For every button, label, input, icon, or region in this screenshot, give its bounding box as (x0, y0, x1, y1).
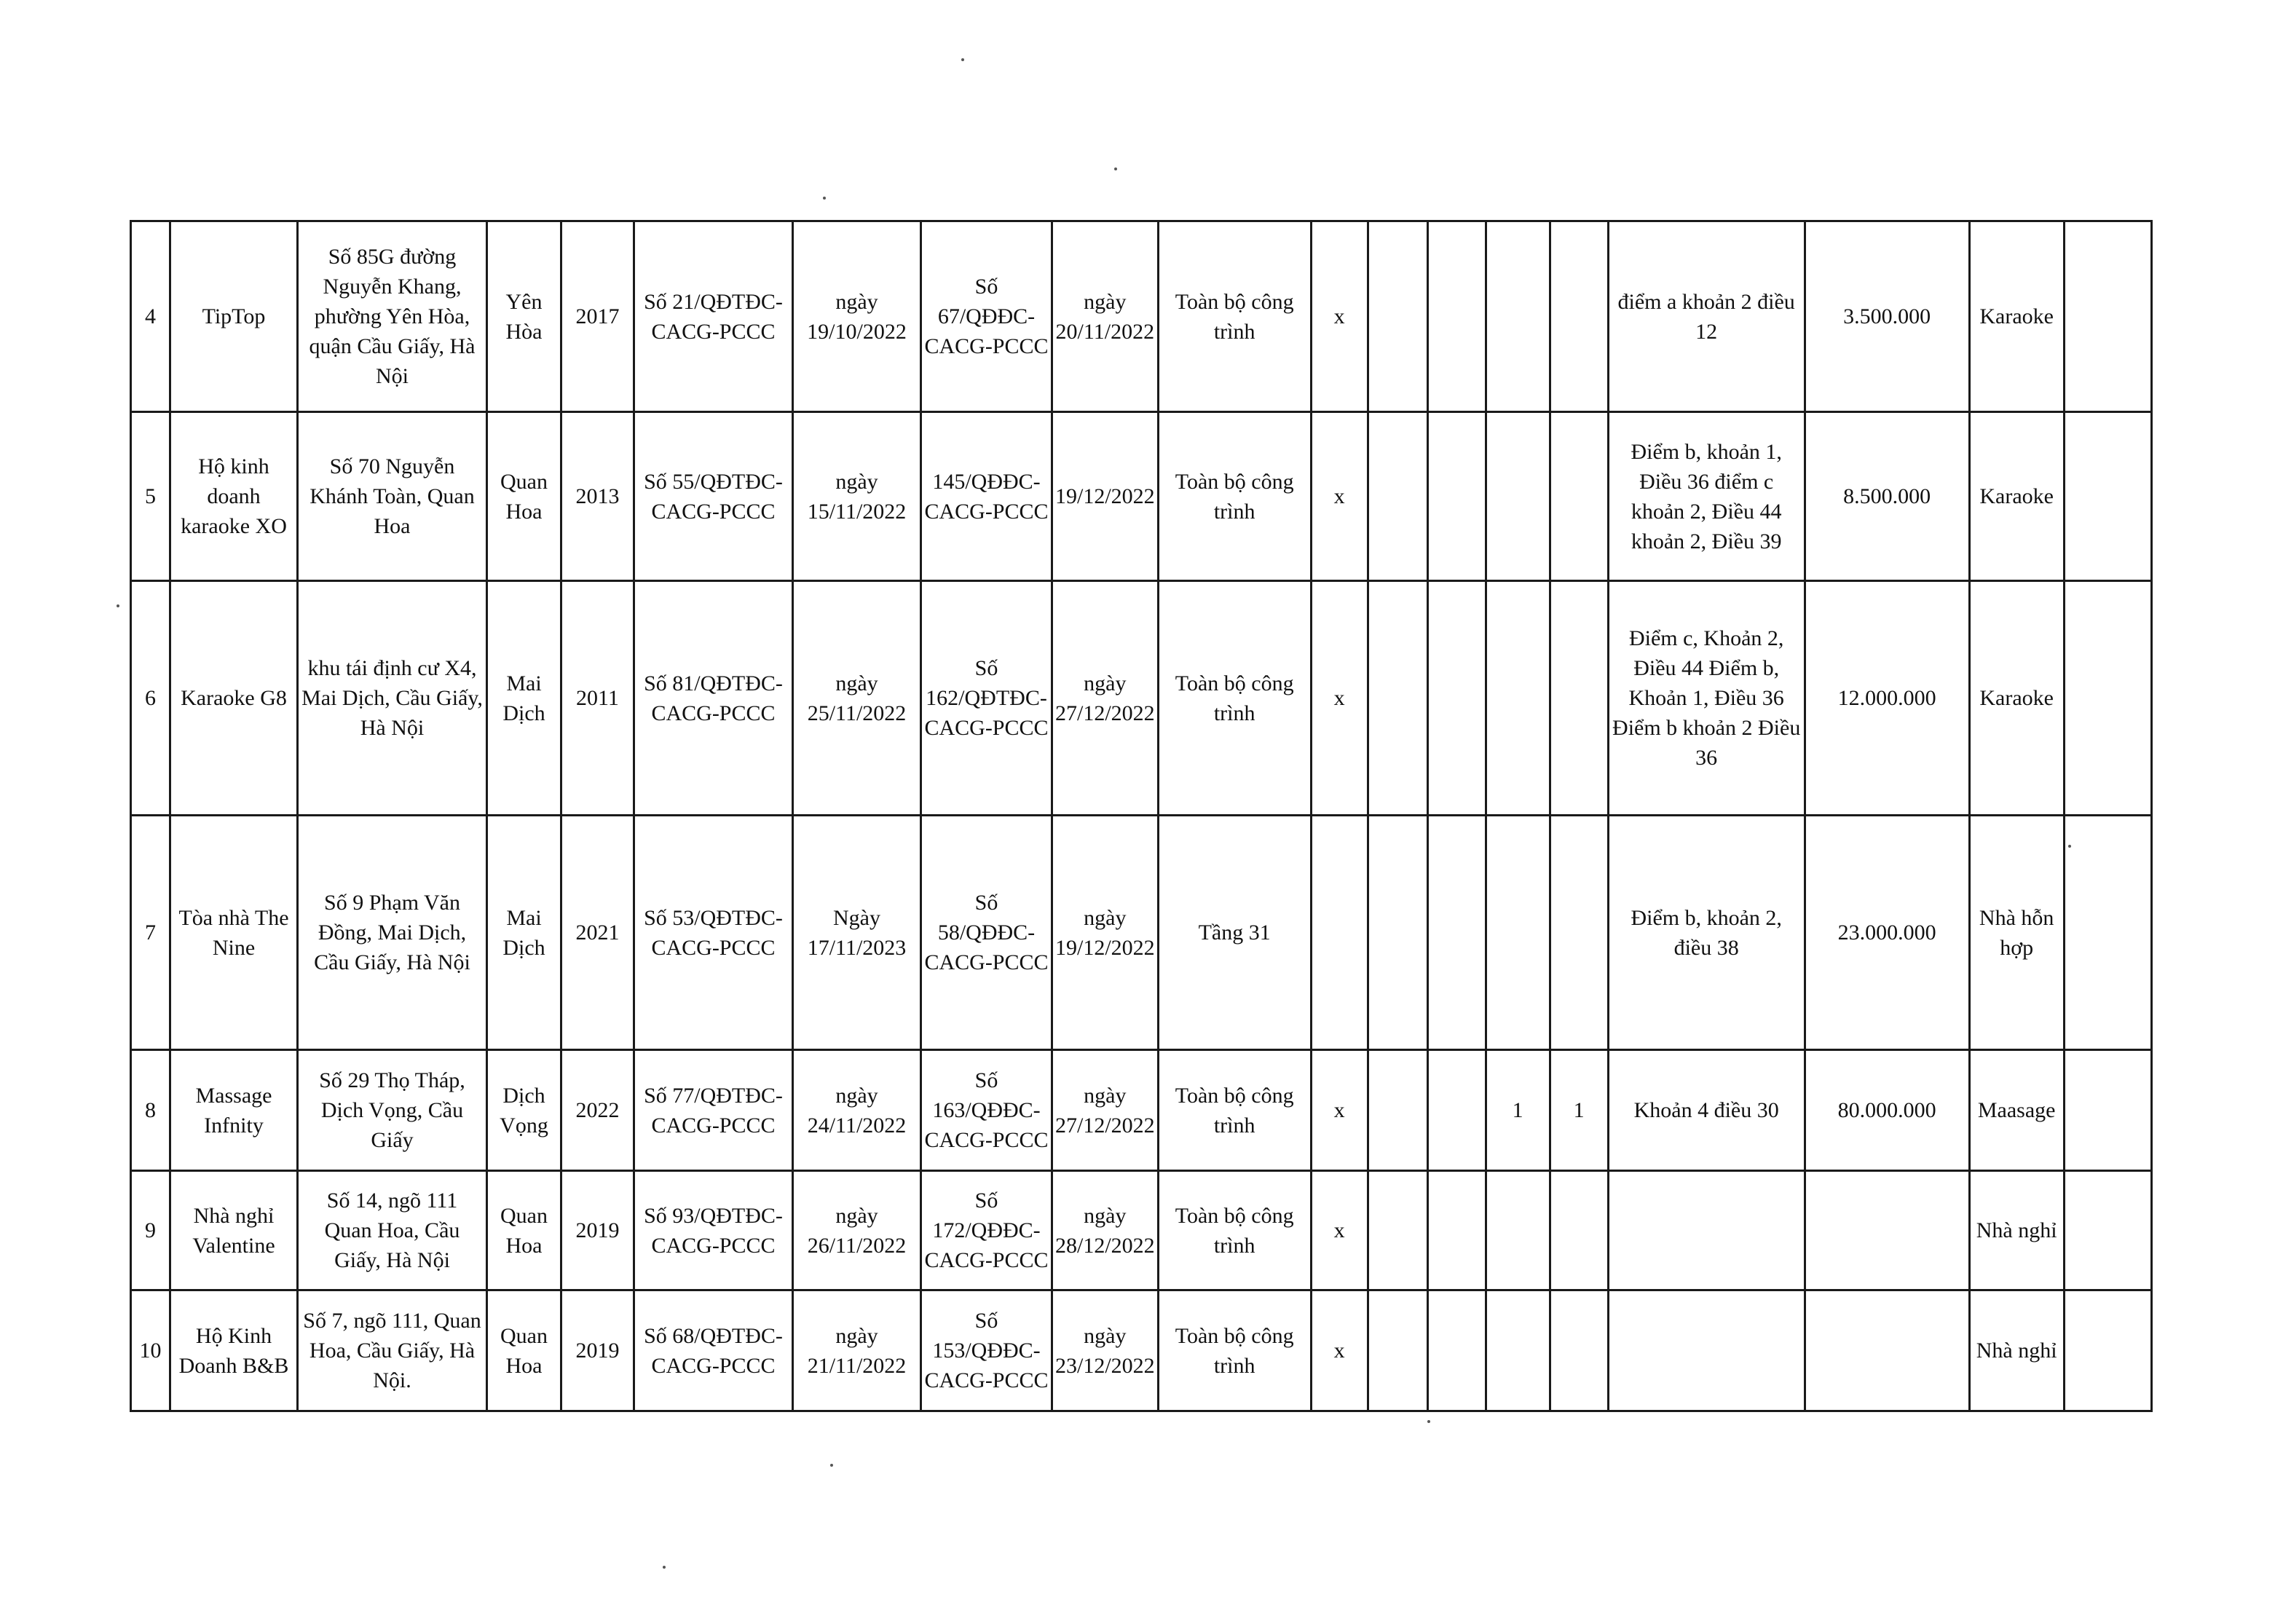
note-cell (2064, 412, 2151, 581)
scan-speck (823, 197, 826, 200)
table-row (131, 1050, 2152, 1171)
count-cell (1486, 816, 1550, 1050)
inspection-scope: Toàn bộ công trình (1158, 1050, 1311, 1171)
violation-clause: Điểm b, khoản 1, Điều 36 điểm c khoản 2, Điều 44 khoản 2, Điều 39 (1608, 412, 1805, 581)
count-cell (1486, 1290, 1550, 1411)
table-row (131, 1290, 2152, 1411)
row-index: 7 (131, 816, 170, 1050)
facility-type: Karaoke (1969, 581, 2064, 816)
count-cell (1550, 1290, 1608, 1411)
violation-clause: Điểm b, khoản 2, điều 38 (1608, 816, 1805, 1050)
inspection-scope: Toàn bộ công trình (1158, 1171, 1311, 1290)
check-mark: x (1311, 1290, 1368, 1411)
count-cell (1486, 221, 1550, 412)
facility-address: Số 29 Thọ Tháp, Dịch Vọng, Cầu Giấy (298, 1050, 487, 1171)
violation-clause: điểm a khoản 2 điều 12 (1608, 221, 1805, 412)
decision-number: Số 55/QĐTĐC-CACG-PCCC (634, 412, 793, 581)
facility-address: Số 70 Nguyễn Khánh Toàn, Quan Hoa (298, 412, 487, 581)
facility-name: Hộ Kinh Doanh B&B (170, 1290, 298, 1411)
facility-address: khu tái định cư X4, Mai Dịch, Cầu Giấy, Hà Nội (298, 581, 487, 816)
empty-cell (1368, 581, 1427, 816)
ward: Dịch Vọng (487, 1050, 561, 1171)
table-row (131, 816, 2152, 1050)
year: 2011 (561, 581, 634, 816)
check-mark: x (1311, 581, 1368, 816)
decision-number: Số 81/QĐTĐC-CACG-PCCC (634, 581, 793, 816)
facility-name: Massage Infnity (170, 1050, 298, 1171)
fine-amount: 80.000.000 (1805, 1050, 1969, 1171)
ward: Quan Hoa (487, 1290, 561, 1411)
facility-type: Maasage (1969, 1050, 2064, 1171)
ward: Mai Dịch (487, 581, 561, 816)
scan-speck (663, 1566, 666, 1569)
empty-cell (1368, 1290, 1427, 1411)
fine-amount: 8.500.000 (1805, 412, 1969, 581)
row-index: 6 (131, 581, 170, 816)
facility-type: Nhà nghỉ (1969, 1290, 2064, 1411)
fine-amount: 12.000.000 (1805, 581, 1969, 816)
inspection-scope: Toàn bộ công trình (1158, 1290, 1311, 1411)
facility-address: Số 7, ngõ 111, Quan Hoa, Cầu Giấy, Hà Nội. (298, 1290, 487, 1411)
count-cell (1550, 221, 1608, 412)
check-mark: x (1311, 412, 1368, 581)
decision-number: Số 53/QĐTĐC-CACG-PCCC (634, 816, 793, 1050)
check-mark: x (1311, 221, 1368, 412)
decision-date: ngày 19/10/2022 (793, 221, 921, 412)
year: 2021 (561, 816, 634, 1050)
empty-cell (1427, 412, 1486, 581)
check-mark (1311, 816, 1368, 1050)
note-cell (2064, 816, 2151, 1050)
inspection-scope: Tầng 31 (1158, 816, 1311, 1050)
empty-cell (1427, 221, 1486, 412)
decision-number: Số 68/QĐTĐC-CACG-PCCC (634, 1290, 793, 1411)
table-row (131, 221, 2152, 412)
adjustment-date: ngày 27/12/2022 (1052, 581, 1159, 816)
violation-clause: Khoản 4 điều 30 (1608, 1050, 1805, 1171)
inspection-table (130, 220, 2153, 1412)
adjustment-number: Số 153/QĐĐC-CACG-PCCC (921, 1290, 1052, 1411)
fine-amount: 23.000.000 (1805, 816, 1969, 1050)
row-index: 5 (131, 412, 170, 581)
count-cell (1550, 412, 1608, 581)
empty-cell (1368, 1050, 1427, 1171)
decision-date: ngày 24/11/2022 (793, 1050, 921, 1171)
year: 2017 (561, 221, 634, 412)
adjustment-date: ngày 23/12/2022 (1052, 1290, 1159, 1411)
ward: Yên Hòa (487, 221, 561, 412)
adjustment-date: ngày 20/11/2022 (1052, 221, 1159, 412)
year: 2022 (561, 1050, 634, 1171)
empty-cell (1368, 1171, 1427, 1290)
inspection-scope: Toàn bộ công trình (1158, 221, 1311, 412)
count-cell (1550, 1171, 1608, 1290)
facility-address: Số 85G đường Nguyễn Khang, phường Yên Hòa, quận Cầu Giấy, Hà Nội (298, 221, 487, 412)
empty-cell (1427, 816, 1486, 1050)
count-cell: 1 (1486, 1050, 1550, 1171)
table-row (131, 581, 2152, 816)
adjustment-number: Số 58/QĐĐC-CACG-PCCC (921, 816, 1052, 1050)
facility-name: Karaoke G8 (170, 581, 298, 816)
empty-cell (1368, 816, 1427, 1050)
scan-speck (830, 1464, 833, 1467)
table-row (131, 412, 2152, 581)
violation-clause (1608, 1171, 1805, 1290)
facility-name: Hộ kinh doanh karaoke XO (170, 412, 298, 581)
empty-cell (1427, 1050, 1486, 1171)
inspection-scope: Toàn bộ công trình (1158, 581, 1311, 816)
table-row (131, 1171, 2152, 1290)
facility-address: Số 9 Phạm Văn Đồng, Mai Dịch, Cầu Giấy, Hà Nội (298, 816, 487, 1050)
scan-speck (117, 604, 119, 607)
facility-name: TipTop (170, 221, 298, 412)
row-index: 10 (131, 1290, 170, 1411)
note-cell (2064, 1171, 2151, 1290)
year: 2019 (561, 1290, 634, 1411)
scan-speck (1427, 1420, 1430, 1423)
adjustment-date: 19/12/2022 (1052, 412, 1159, 581)
year: 2013 (561, 412, 634, 581)
facility-type: Karaoke (1969, 412, 2064, 581)
adjustment-date: ngày 27/12/2022 (1052, 1050, 1159, 1171)
violation-clause: Điểm c, Khoản 2, Điều 44 Điểm b, Khoản 1, Điều 36 Điểm b khoản 2 Điều 36 (1608, 581, 1805, 816)
decision-number: Số 21/QĐTĐC-CACG-PCCC (634, 221, 793, 412)
adjustment-number: Số 162/QĐTĐC-CACG-PCCC (921, 581, 1052, 816)
fine-amount: 3.500.000 (1805, 221, 1969, 412)
count-cell (1486, 581, 1550, 816)
check-mark: x (1311, 1050, 1368, 1171)
scan-speck (2068, 845, 2071, 848)
facility-type: Nhà hỗn hợp (1969, 816, 2064, 1050)
inspection-scope: Toàn bộ công trình (1158, 412, 1311, 581)
adjustment-date: ngày 19/12/2022 (1052, 816, 1159, 1050)
note-cell (2064, 221, 2151, 412)
fine-amount (1805, 1171, 1969, 1290)
facility-address: Số 14, ngõ 111 Quan Hoa, Cầu Giấy, Hà Nội (298, 1171, 487, 1290)
decision-number: Số 77/QĐTĐC-CACG-PCCC (634, 1050, 793, 1171)
year: 2019 (561, 1171, 634, 1290)
adjustment-number: Số 67/QĐĐC-CACG-PCCC (921, 221, 1052, 412)
decision-date: ngày 15/11/2022 (793, 412, 921, 581)
adjustment-number: 145/QĐĐC-CACG-PCCC (921, 412, 1052, 581)
note-cell (2064, 1050, 2151, 1171)
empty-cell (1427, 1171, 1486, 1290)
decision-date: ngày 25/11/2022 (793, 581, 921, 816)
empty-cell (1368, 412, 1427, 581)
facility-name: Tòa nhà The Nine (170, 816, 298, 1050)
count-cell: 1 (1550, 1050, 1608, 1171)
note-cell (2064, 581, 2151, 816)
count-cell (1486, 1171, 1550, 1290)
row-index: 8 (131, 1050, 170, 1171)
facility-type: Nhà nghỉ (1969, 1171, 2064, 1290)
empty-cell (1427, 1290, 1486, 1411)
decision-date: ngày 26/11/2022 (793, 1171, 921, 1290)
row-index: 9 (131, 1171, 170, 1290)
adjustment-number: Số 163/QĐĐC-CACG-PCCC (921, 1050, 1052, 1171)
ward: Quan Hoa (487, 412, 561, 581)
ward: Mai Dịch (487, 816, 561, 1050)
decision-date: Ngày 17/11/2023 (793, 816, 921, 1050)
empty-cell (1427, 581, 1486, 816)
adjustment-date: ngày 28/12/2022 (1052, 1171, 1159, 1290)
empty-cell (1368, 221, 1427, 412)
count-cell (1550, 581, 1608, 816)
decision-date: ngày 21/11/2022 (793, 1290, 921, 1411)
fine-amount (1805, 1290, 1969, 1411)
facility-type: Karaoke (1969, 221, 2064, 412)
facility-name: Nhà nghỉ Valentine (170, 1171, 298, 1290)
adjustment-number: Số 172/QĐĐC-CACG-PCCC (921, 1171, 1052, 1290)
violation-clause (1608, 1290, 1805, 1411)
scan-speck (1114, 167, 1117, 170)
count-cell (1550, 816, 1608, 1050)
ward: Quan Hoa (487, 1171, 561, 1290)
count-cell (1486, 412, 1550, 581)
check-mark: x (1311, 1171, 1368, 1290)
row-index: 4 (131, 221, 170, 412)
note-cell (2064, 1290, 2151, 1411)
decision-number: Số 93/QĐTĐC-CACG-PCCC (634, 1171, 793, 1290)
scan-speck (961, 58, 964, 61)
